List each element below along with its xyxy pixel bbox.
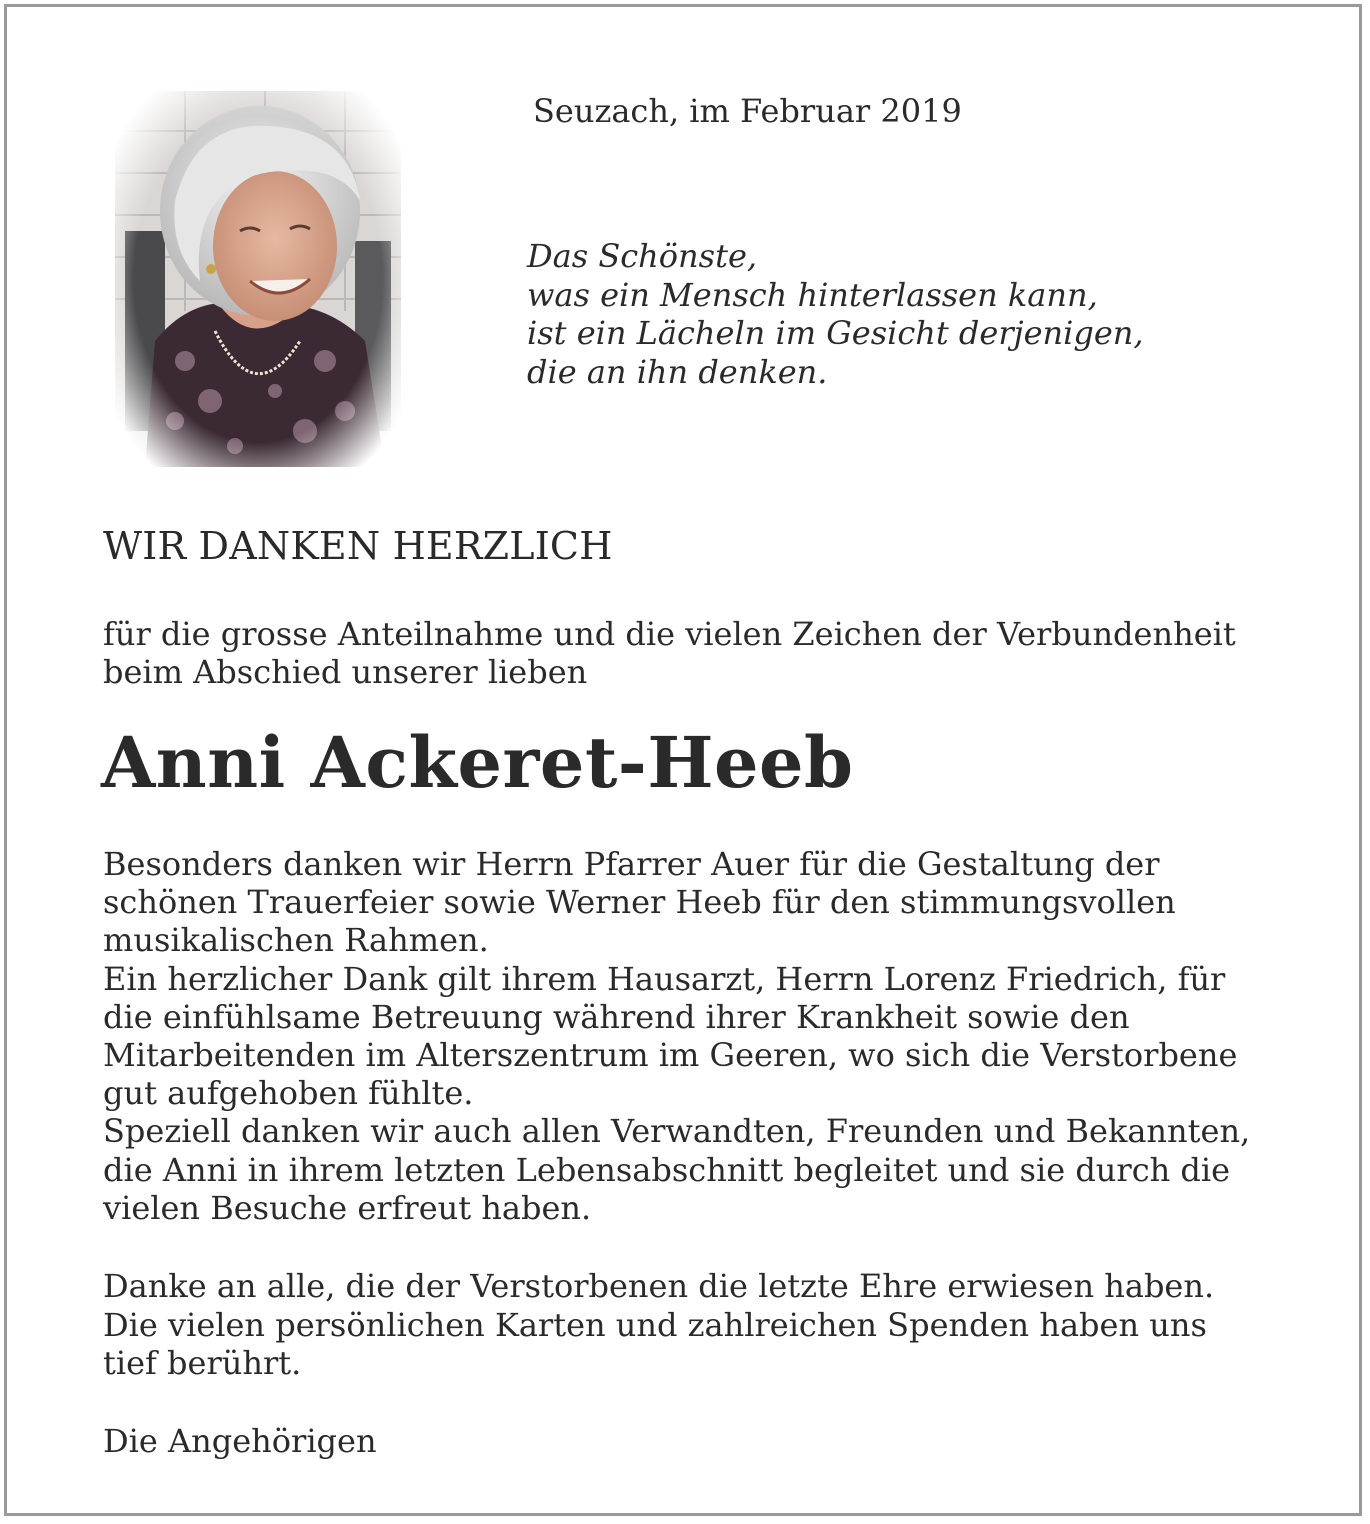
intro-text (103, 615, 1236, 691)
closing-line: Die vielen persönlichen Karten und zahlreichen Spenden haben uns (103, 1305, 1207, 1344)
closing-text (103, 1267, 1214, 1383)
body-line: Besonders danken wir Herrn Pfarrer Auer für die Gestaltung der (103, 845, 1160, 883)
closing-line: Danke an alle, die der Verstorbenen die letzte Ehre erwiesen haben. (103, 1267, 1215, 1305)
quote-line: ist ein Lächeln im Gesicht derjenigen, (527, 314, 1144, 352)
body-line: Speziell danken wir auch allen Verwandten, Freunden und Bekannten, (103, 1112, 1251, 1151)
body-line: Ein herzlicher Dank gilt ihrem Hausarzt, Herrn Lorenz Friedrich, für (103, 959, 1226, 998)
intro-line: für die grosse Anteilnahme und die vielen Zeichen der Verbundenheit (103, 615, 1236, 653)
body-text (103, 845, 1250, 1227)
body-line: vielen Besuche erfreut haben. (103, 1188, 592, 1227)
body-line: die einfühlsame Betreuung während ihrer Krankheit sowie den (103, 997, 1130, 1036)
quote-line: die an ihn denken. (527, 352, 828, 391)
deceased-name: Anni Ackeret-Heeb (101, 721, 854, 804)
body-line: Mitarbeitenden im Alterszentrum im Geeren, wo sich die Verstorbene (103, 1036, 1238, 1075)
body-line: musikalischen Rahmen. (103, 921, 489, 960)
thanks-heading: WIR DANKEN HERZLICH (103, 524, 613, 568)
body-line: gut aufgehoben fühlte. (103, 1074, 474, 1113)
portrait-photo (115, 91, 401, 467)
body-line: schönen Trauerfeier sowie Werner Heeb für den stimmungsvollen (103, 883, 1176, 922)
intro-line: beim Abschied unserer lieben (103, 653, 588, 691)
signature: Die Angehörigen (103, 1422, 377, 1460)
quote (527, 237, 1144, 391)
place-date: Seuzach, im Februar 2019 (533, 92, 962, 130)
notice-frame (4, 4, 1362, 1516)
quote-line: Das Schönste, (527, 237, 758, 275)
closing-line: tief berührt. (103, 1344, 302, 1382)
body-line: die Anni in ihrem letzten Lebensabschnitt begleitet und sie durch die (103, 1150, 1231, 1189)
quote-line: was ein Mensch hinterlassen kann, (527, 275, 1098, 314)
